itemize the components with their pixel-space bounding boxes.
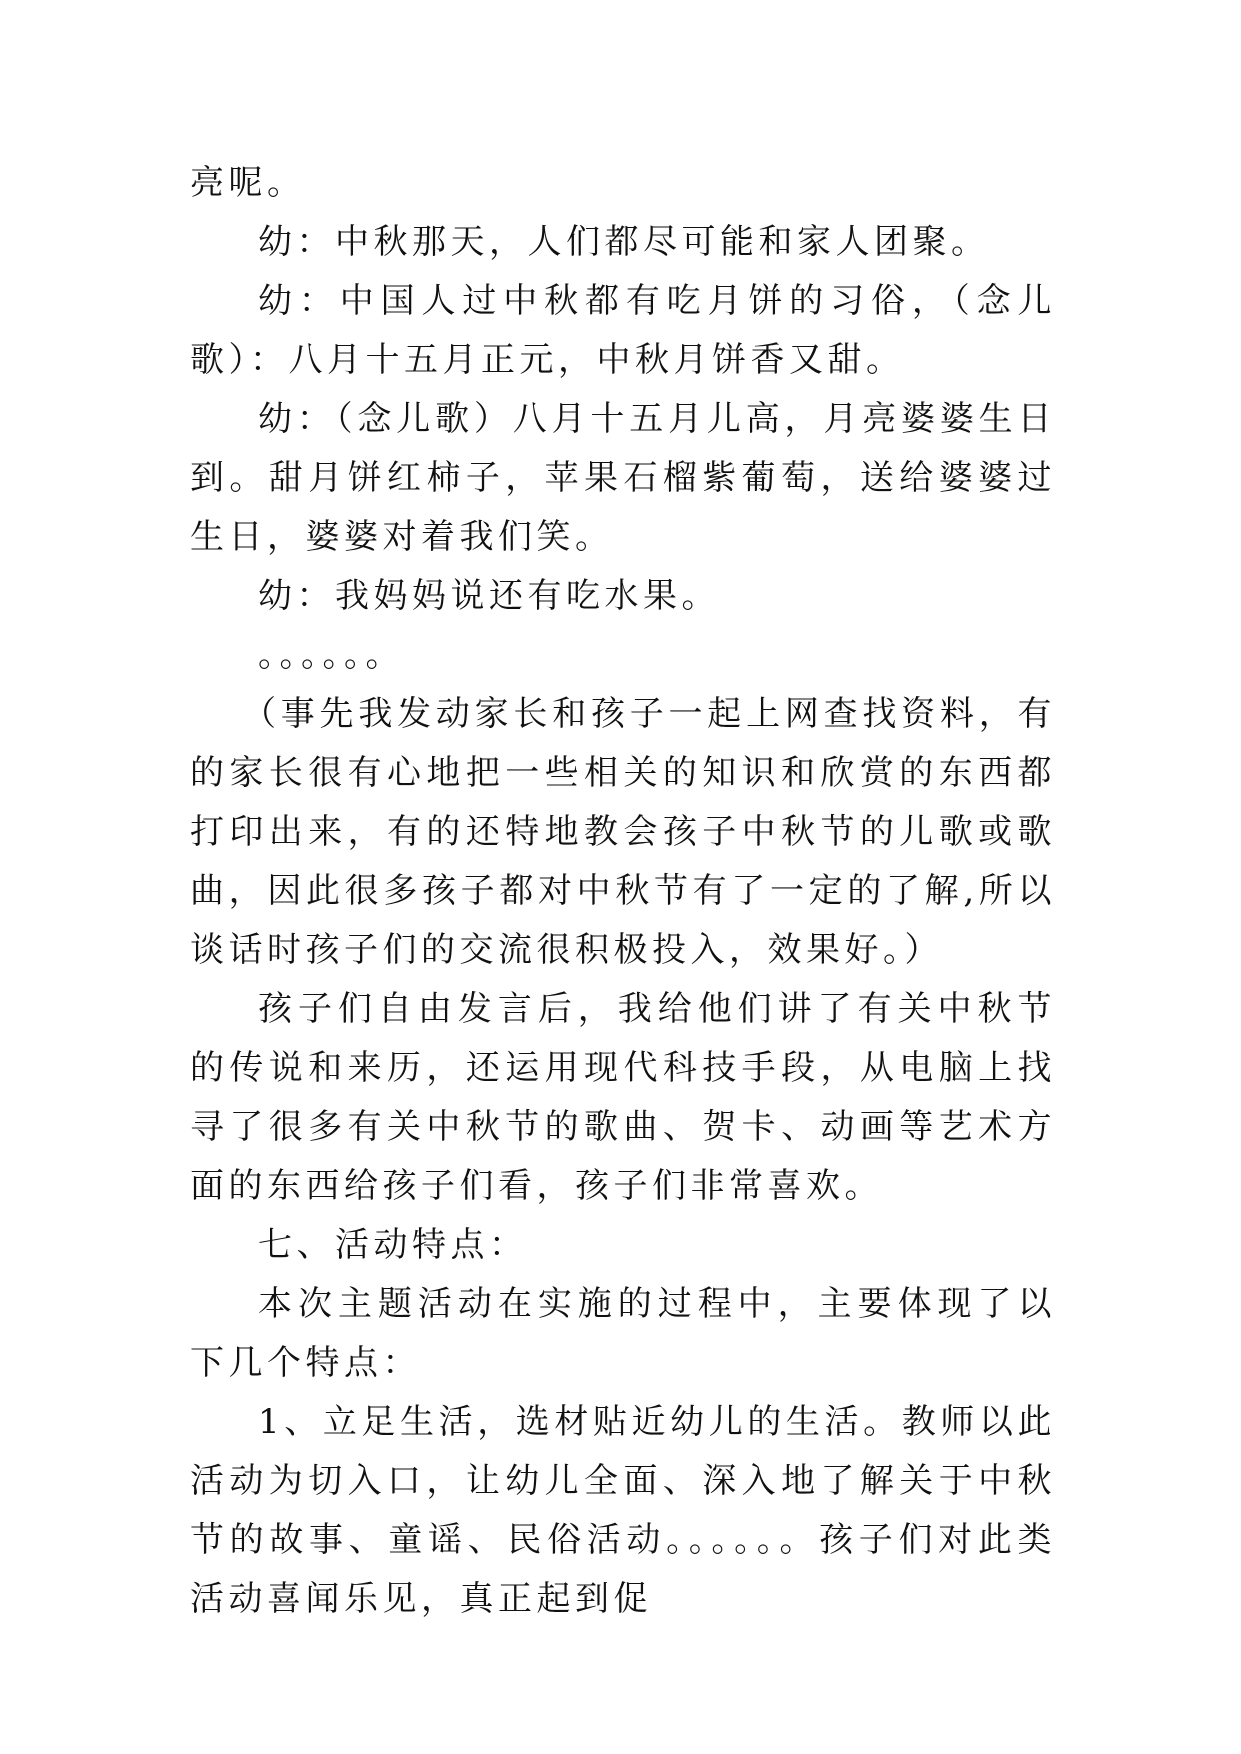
paragraph: 孩子们自由发言后，我给他们讲了有关中秋节的传说和来历，还运用现代科技手段，从电脑上找寻了很多有关中秋节的歌曲、贺卡、动画等艺术方面的东西给孩子们看，孩子们非常喜欢。 (190, 989, 1056, 1206)
paragraph-note: （事先我发动家长和孩子一起上网查找资料，有的家长很有心地把一些相关的知识和欣赏的东西都打印出来，有的还特地教会孩子中秋节的儿歌或歌曲，因此很多孩子都对中秋节有了一定的了解,所以谈话时孩子们的交流很积极投入，效果好。） (190, 694, 1056, 970)
list-item: 1、立足生活，选材贴近幼儿的生活。教师以此活动为切入口，让幼儿全面、深入地了解关于中秋节的故事、童谣、民俗活动。。。。。。孩子们对此类活动喜闻乐见，真正起到促 (190, 1402, 1056, 1619)
paragraph: 本次主题活动在实施的过程中，主要体现了以下几个特点： (190, 1284, 1056, 1383)
document-body (190, 154, 1056, 1629)
paragraph: 幼：（念儿歌）八月十五月儿高，月亮婆婆生日到。甜月饼红柿子，苹果石榴紫葡萄，送给婆婆过生日，婆婆对着我们笑。 (190, 399, 1056, 557)
paragraph-ellipsis: 。。。。。。 (258, 635, 404, 675)
section-heading: 七、活动特点： (258, 1225, 528, 1265)
paragraph: 幼：中国人过中秋都有吃月饼的习俗，（念儿歌）：八月十五月正元，中秋月饼香又甜。 (190, 281, 1056, 380)
paragraph: 幼：中秋那天，人们都尽可能和家人团聚。 (258, 222, 990, 262)
paragraph: 亮呢。 (190, 163, 306, 203)
paragraph: 幼：我妈妈说还有吃水果。 (258, 576, 720, 616)
